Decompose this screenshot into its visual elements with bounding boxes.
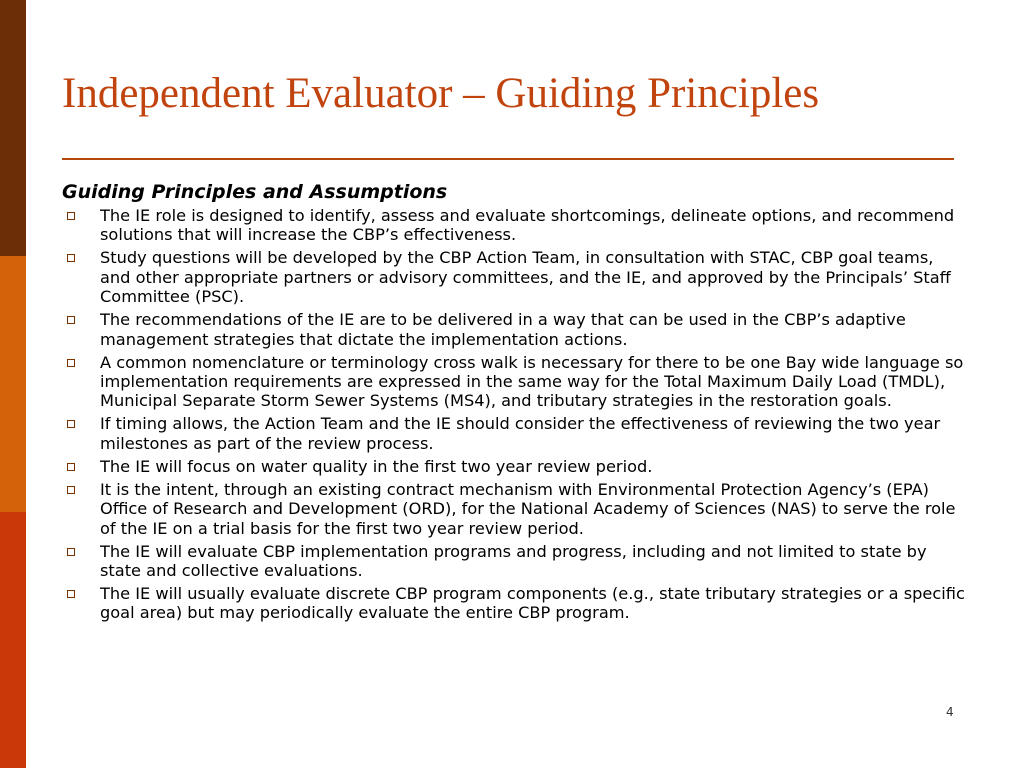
bullet-text: The IE role is designed to identify, assess and evaluate shortcomings, delineate options, and recommend solutions that will increase the CBP’s effectiveness. (100, 206, 955, 245)
side-bar-middle (0, 256, 26, 512)
side-bar-bottom (0, 512, 26, 768)
hollow-square-bullet-icon (67, 254, 75, 262)
hollow-square-bullet-icon (67, 420, 75, 428)
bullet-item (62, 248, 967, 306)
bullet-item (62, 584, 967, 623)
hollow-square-bullet-icon (67, 590, 75, 598)
hollow-square-bullet-icon (67, 463, 75, 471)
bullet-item (62, 457, 967, 476)
hollow-square-bullet-icon (67, 486, 75, 494)
bullet-text: If timing allows, the Action Team and the IE should consider the effectiveness of reviewing the two year milestones as part of the review process. (100, 414, 941, 453)
hollow-square-bullet-icon (67, 548, 75, 556)
bullet-text: The IE will focus on water quality in the first two year review period. (100, 456, 653, 476)
hollow-square-bullet-icon (67, 359, 75, 367)
section-subheading: Guiding Principles and Assumptions (62, 181, 448, 203)
bullet-text: The IE will evaluate CBP implementation programs and progress, including and not limited to state by state and collective evaluations. (100, 541, 927, 581)
bullet-text: It is the intent, through an existing contract mechanism with Environmental Protection Agency’s (EPA) Office of Research and Development (ORD), for the National Academy of Sciences (NAS) to serve the role of the IE on a trial basis for the first two year review period. (100, 479, 956, 538)
bullet-item (62, 310, 967, 349)
bullet-item (62, 480, 967, 538)
slide-title: Independent Evaluator – Guiding Principles (62, 70, 820, 117)
bullet-item (62, 206, 967, 245)
hollow-square-bullet-icon (67, 316, 75, 324)
bullet-item (62, 414, 967, 453)
side-bar-top (0, 0, 26, 256)
bullet-text: Study questions will be developed by the CBP Action Team, in consultation with STAC, CBP goal teams, and other appropriate partners or advisory committees, and the IE, and approved by the Principals’ Staff Committee (PSC). (100, 248, 951, 307)
bullet-item (62, 353, 967, 411)
bullet-text: The recommendations of the IE are to be delivered in a way that can be used in the CBP’s adaptive management strategies that dictate the implementation actions. (100, 310, 906, 349)
slide-content (62, 179, 967, 626)
page-number: 4 (946, 705, 954, 719)
bullet-item (62, 542, 967, 581)
hollow-square-bullet-icon (67, 212, 75, 220)
title-divider (62, 158, 954, 160)
bullet-list (62, 206, 967, 623)
bullet-text: The IE will usually evaluate discrete CBP program components (e.g., state tributary strategies or a specific goal area) but may periodically evaluate the entire CBP program. (100, 584, 965, 623)
bullet-text: A common nomenclature or terminology cross walk is necessary for there to be one Bay wide language so implementation requirements are expressed in the same way for the Total Maximum Daily Load (TMDL), Municipal Separate Storm Sewer Systems (MS4), and tributary strategies in the restoration goals. (100, 352, 964, 411)
